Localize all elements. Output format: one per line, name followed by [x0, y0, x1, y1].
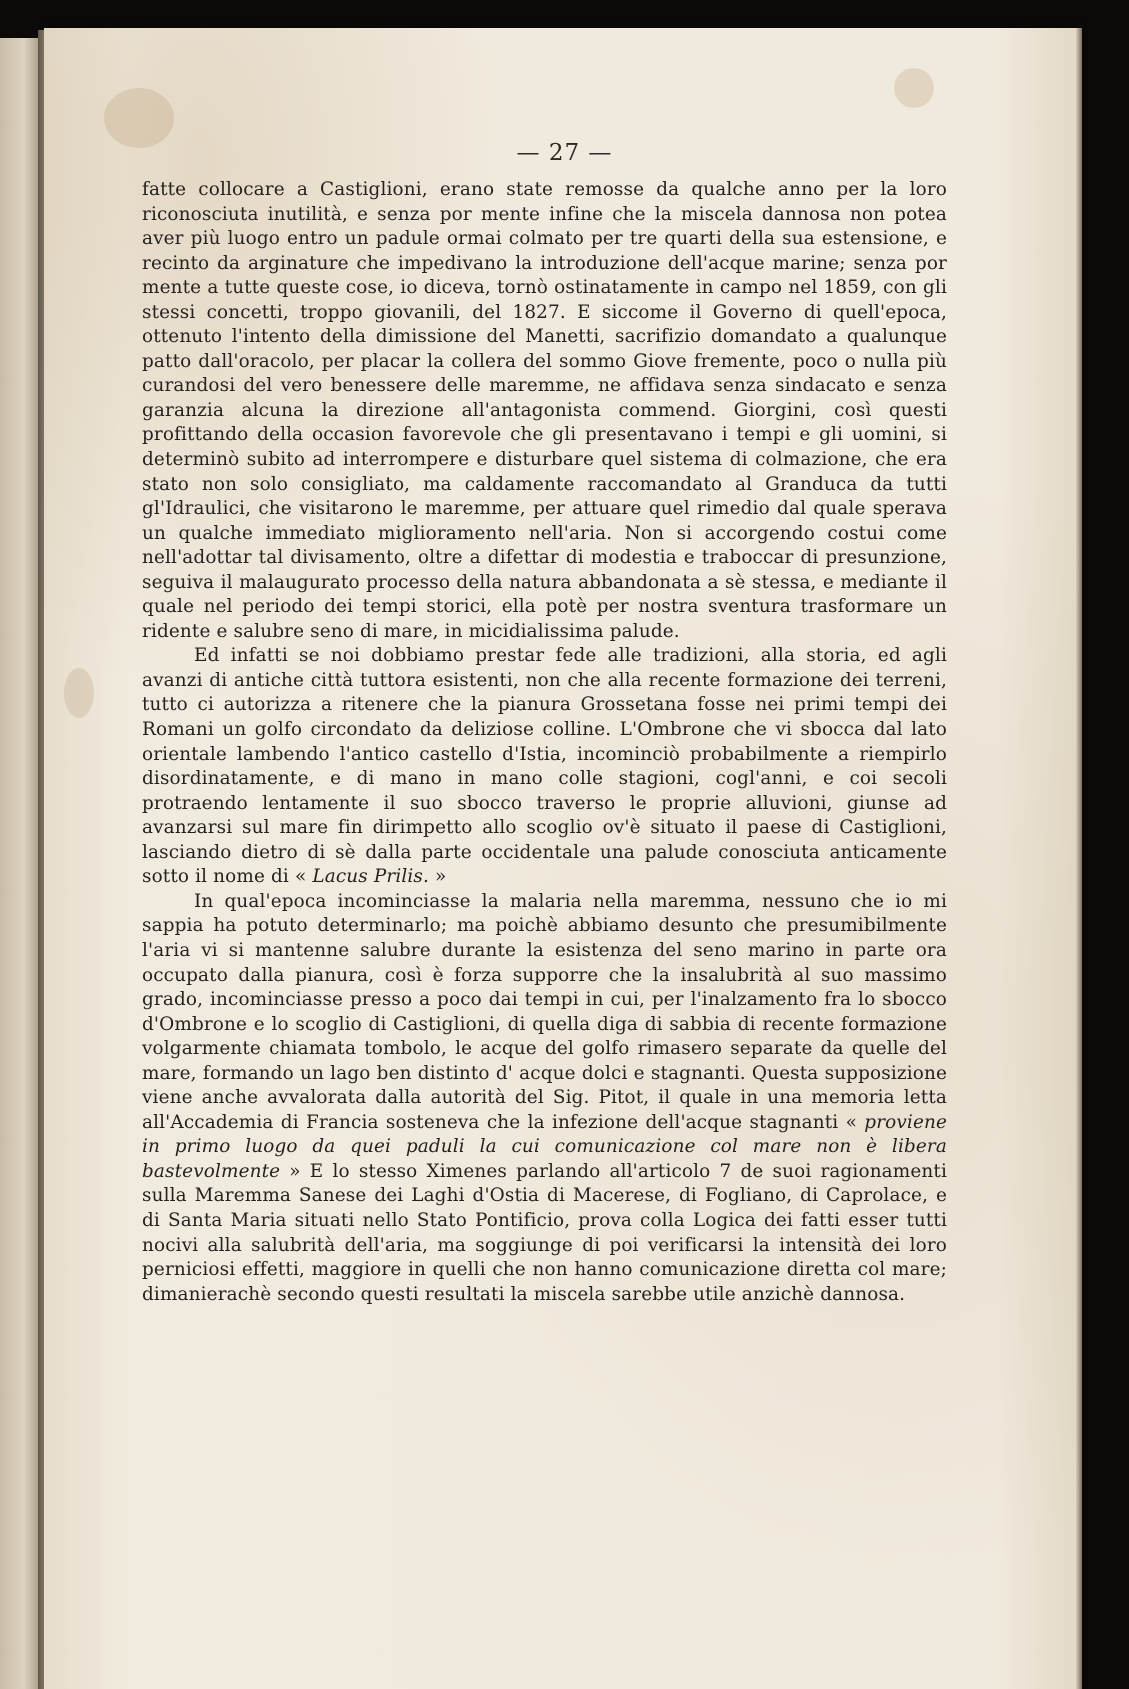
paper-stain — [894, 68, 934, 108]
facing-page-edge — [0, 38, 40, 1689]
italic-quotation: proviene in primo luogo da quei paduli la cui comunicazione col mare non è libera bastevolmente — [142, 1111, 947, 1182]
paper-stain — [104, 88, 174, 148]
paragraph-1 — [142, 178, 947, 644]
paragraph-text: » — [429, 866, 447, 888]
body-text — [142, 178, 947, 1307]
paragraph-text: Ed infatti se noi dobbiamo prestar fede alle tradizioni, alla storia, ed agli avanzi di antiche città tuttora esistenti, non che alla recente formazione dei terreni, tutto ci autorizza a ritenere che la pianura Grossetana fosse nei primi tempi dei Romani un golfo circondato da deliziose colline. L'Ombrone che vi sbocca dal lato orientale lambendo l'antico castello d'Istia, incominciò probabilmente a riempirlo disordinatamente, e di mano in mano colle stagioni, cogl'anni, e coi secoli protraendo lentamente il suo sbocco traverso le proprie alluvioni, giunse ad avanzarsi sul mare fin dirimpetto allo scoglio ov'è situato il paese di Castiglioni, lasciando dietro di sè dalla parte occidentale una palude conosciuta anticamente sotto il nome di « — [142, 645, 947, 888]
page-number: — 27 — — [516, 140, 613, 166]
paragraph-text: In qual'epoca incominciasse la malaria nella maremma, nessuno che io mi sappia ha potuto determinarlo; ma poichè abbiamo desunto che presumibilmente l'aria vi si mantenne salubre durante la esistenza del seno marino in parte ora occupato dalla pianura, così è forza supporre che la insalubrità al suo massimo grado, incominciasse presso a poco dai tempi in cui, per l'inalzamento fra lo sbocco d'Ombrone e lo scoglio di Castiglioni, di quella diga di sabbia di recente formazione volgarmente chiamata tombolo, le acque del golfo rimasero separate da quelle del mare, formando un lago ben distinto d' acque dolci e stagnanti. Questa supposizione viene anche avvalorata dalla autorità del Sig. Pitot, il quale in una memoria letta all'Accademia di Francia sosteneva che la infezione dell'acque stagnanti « — [142, 890, 947, 1133]
paragraph-text: fatte collocare a Castiglioni, erano state remosse da qualche anno per la loro riconosciuta inutilità, e senza por mente infine che la miscela dannosa non potea aver più luogo entro un padule ormai colmato per tre quarti della sua estensione, e recinto da arginature che impedivano la introduzione dell'acque marine; senza por mente a tutte queste cose, io diceva, tornò ostinatamente in campo nel 1859, con gli stessi concetti, troppo giovanili, del 1827. E siccome il Governo di quell'epoca, ottenuto l'intento della dimissione del Manetti, sacrifizio domandato a qualunque patto dall'oracolo, per placar la collera del sommo Giove fremente, poco o nulla più curandosi del vero benessere delle maremme, ne affidava senza sindacato e senza garanzia alcuna la direzione all'antagonista commend. Giorgini, così questi profittando della occasion favorevole che gli presentavano i tempi e gli uomini, si determinò subito ad interrompere e disturbare quel sistema di colmazione, che era stato non solo consigliato, ma caldamente raccomandato al Granduca da tutti gl'Idraulici, che visitarono le maremme, per attuare quel rimedio dal quale sperava un qualche immediato miglioramento nell'aria. Non si accorgendo costui come nell'adottar tal divisamento, oltre a difettar di modestia e traboccar di presunzione, seguiva il malaugurato processo della natura abbandonata a sè stessa, e mediante il quale nel periodo dei tempi storici, ella potè per nostra sventura trasformare un ridente e salubre seno di mare, in micidialissima palude. — [142, 179, 947, 642]
paragraph-2 — [142, 644, 947, 889]
paper-stain — [64, 668, 94, 718]
paragraph-text: » E lo stesso Ximenes parlando all'articolo 7 de suoi ragionamenti sulla Maremma Sanese dei Laghi d'Ostia di Macerese, di Fogliano, di Caprolace, e di Santa Maria situati nello Stato Pontificio, prova colla Logica dei fatti esser tutti nocivi alla salubrità dell'aria, ma soggiunge di poi verificarsi la intensità dei loro perniciosi effetti, maggiore in quelli che non hanno comunicazione diretta col mare; dimanierachè secondo questi resultati la miscela sarebbe utile anzichè dannosa. — [142, 1160, 947, 1305]
italic-latin-name: Lacus Prilis. — [312, 866, 430, 888]
page-edge — [1076, 28, 1082, 1689]
paragraph-3 — [142, 890, 947, 1307]
